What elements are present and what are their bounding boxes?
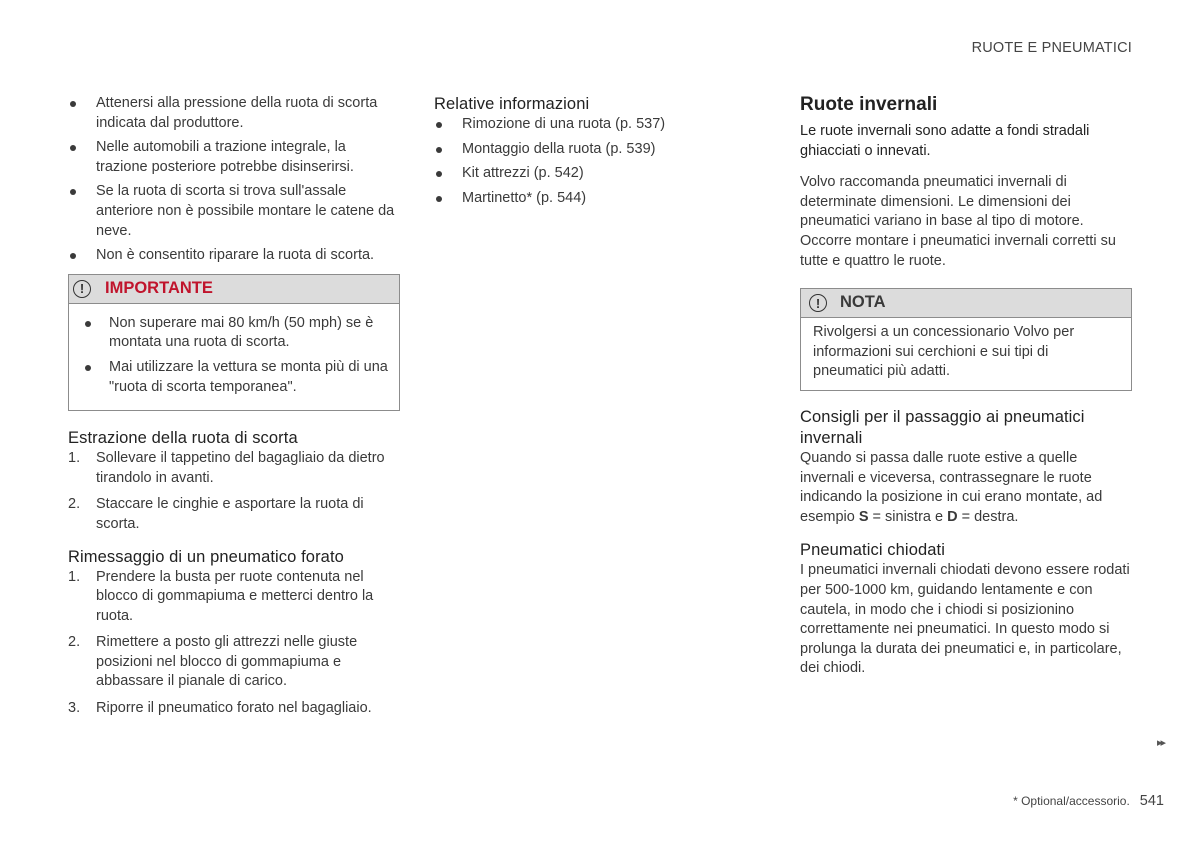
nota-body: Rivolgersi a un concessionario Volvo per informazioni sui cerchioni e sui tipi di pneumatici più adatti. — [813, 324, 1075, 380]
important-box — [68, 274, 400, 411]
list-item: 1. Sollevare il tappetino del bagagliaio da dietro tirandolo in avanti. — [68, 450, 385, 486]
extraction-heading: Estrazione della ruota di scorta — [68, 429, 298, 448]
page-footer — [1013, 793, 1164, 809]
list-item: Mai utilizzare la vettura se monta più di una "ruota di scorta temporanea". — [81, 358, 389, 397]
lead-paragraph: Le ruote invernali sono adatte a fondi stradali ghiacciati o innevati. — [800, 123, 1090, 159]
nota-title: NOTA — [840, 293, 886, 312]
tips-heading: Consigli per il passaggio ai pneumatici invernali — [800, 407, 1085, 447]
tips-paragraph: Quando si passa dalle ruote estive a quelle invernali e viceversa, contrassegnare le ruote indicando la posizione in cui erano montate, ad esempio S = sinistra e D = destra. — [800, 449, 1103, 525]
storage-steps — [68, 568, 400, 719]
middle-column — [434, 94, 734, 213]
related-link[interactable]: Montaggio della ruota (p. 539) — [434, 140, 734, 160]
list-item: Non superare mai 80 km/h (50 mph) se è montata una ruota di scorta. — [81, 314, 389, 353]
body-paragraph: Volvo raccomanda pneumatici invernali di determinate dimensioni. Le dimensioni dei pneumatici variano in base al tipo di motore. Occorre montare i pneumatici invernali corretti su tutte e quattro le ruote. — [800, 174, 1116, 269]
list-item: 2. Staccare le cinghie e asportare la ruota di scorta. — [68, 496, 364, 532]
nota-box — [800, 288, 1132, 391]
important-header — [69, 275, 399, 304]
nota-header — [801, 289, 1131, 318]
bullet-icon — [70, 189, 76, 195]
related-link[interactable]: Rimozione di una ruota (p. 537) — [434, 115, 734, 135]
bullet-icon — [436, 196, 442, 202]
related-link[interactable]: Kit attrezzi (p. 542) — [434, 164, 734, 184]
studded-heading: Pneumatici chiodati — [800, 541, 945, 560]
exclamation-icon: ! — [73, 280, 91, 298]
related-info-heading: Relative informazioni — [434, 95, 590, 113]
bullet-icon — [85, 321, 91, 327]
list-item: Attenersi alla pressione della ruota di scorta indicata dal produttore. — [68, 94, 400, 133]
list-item: 3. Riporre il pneumatico forato nel bagagliaio. — [68, 700, 372, 717]
list-item: 2. Rimettere a posto gli attrezzi nelle giuste posizioni nel blocco di gommapiuma e abbassare il pianale di carico. — [68, 634, 358, 690]
bullet-icon — [436, 122, 442, 128]
section-title: Ruote invernali — [800, 94, 938, 115]
studded-paragraph: I pneumatici invernali chiodati devono essere rodati per 500-1000 km, guidando lentamente e con cautela, in modo che i chiodi si posizionino correttamente nei pneumatici. In questo modo si prolunga la durata dei pneumatici e, in particolare, dei chiodi. — [800, 562, 1130, 677]
list-item: Se la ruota di scorta si trova sull'assale anteriore non è possibile montare le catene da neve. — [68, 182, 400, 241]
spare-wheel-bullets — [68, 94, 400, 266]
running-header: RUOTE E PNEUMATICI — [971, 40, 1132, 56]
related-link[interactable]: Martinetto* (p. 544) — [434, 189, 734, 209]
bullet-icon — [70, 101, 76, 107]
left-column — [68, 94, 400, 726]
extraction-steps — [68, 449, 400, 534]
bullet-icon — [436, 171, 442, 177]
bullet-icon — [436, 147, 442, 153]
important-body — [69, 304, 399, 410]
storage-heading: Rimessaggio di un pneumatico forato — [68, 547, 344, 566]
page-number: 541 — [1139, 793, 1164, 809]
important-title: IMPORTANTE — [105, 278, 213, 297]
list-item: Nelle automobili a trazione integrale, la trazione posteriore potrebbe disinserirsi. — [68, 138, 400, 177]
next-page-icon[interactable]: ▸▸ — [1156, 737, 1164, 749]
bullet-icon — [70, 145, 76, 151]
bullet-icon — [70, 253, 76, 259]
info-icon: ! — [809, 294, 827, 312]
bullet-icon — [85, 365, 91, 371]
footnote: * Optional/accessorio. — [1013, 794, 1130, 808]
right-column — [800, 94, 1132, 679]
list-item: Non è consentito riparare la ruota di scorta. — [68, 246, 400, 266]
related-links — [434, 115, 734, 208]
list-item: 1. Prendere la busta per ruote contenuta nel blocco di gommapiuma e metterci dentro la ruota. — [68, 568, 374, 624]
